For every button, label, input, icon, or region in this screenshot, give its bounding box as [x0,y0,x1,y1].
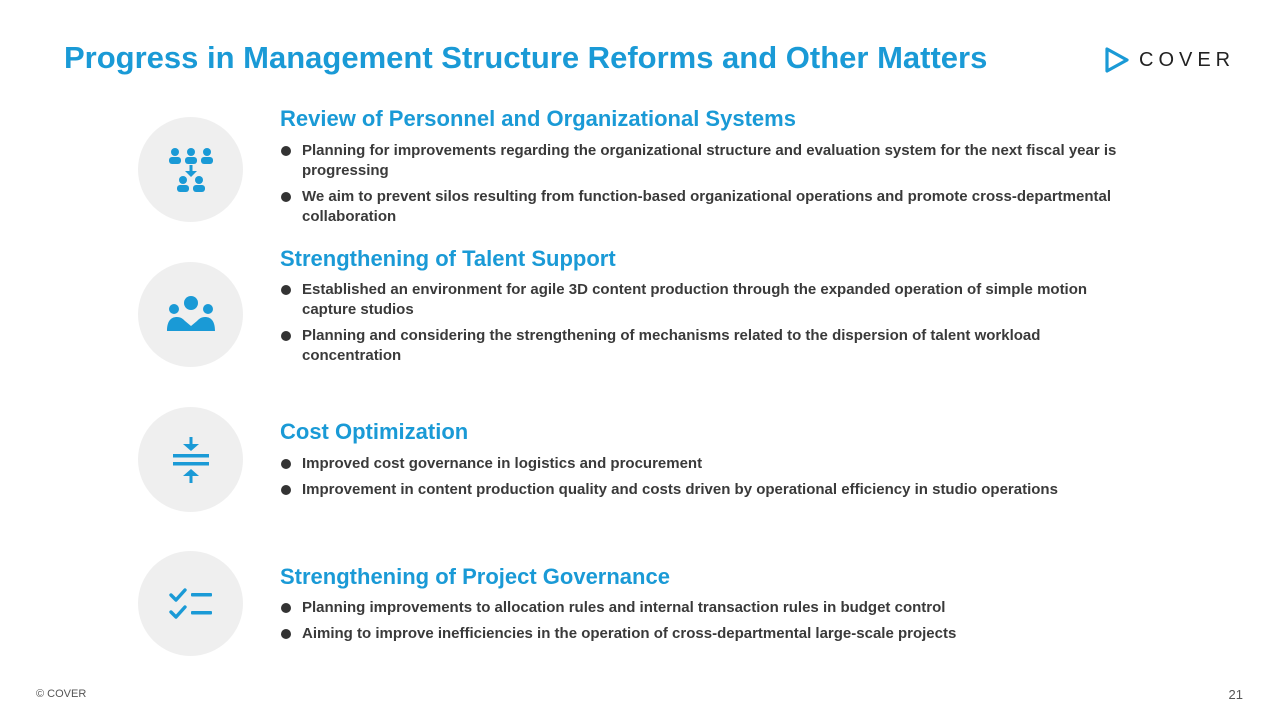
bullet-dot [281,629,291,639]
list-item: Planning for improvements regarding the organizational structure and evaluation system for the next fiscal year is progressing [280,141,1140,181]
list-item: Improvement in content production quality and costs driven by operational efficiency in studio operations [280,480,1140,500]
bullet-list [280,141,1140,233]
compress-icon [171,437,211,483]
list-item: Planning and considering the strengthening of mechanisms related to the dispersion of talent workload concentration [280,326,1140,366]
play-triangle-icon [1103,46,1131,74]
icon-circle [138,262,243,367]
cover-logo [1103,46,1235,74]
bullet-dot [281,146,291,156]
bullet-dot [281,485,291,495]
page-number: 21 [1228,687,1243,702]
section-heading: Review of Personnel and Organizational Systems [280,106,796,131]
icon-circle [138,407,243,512]
bullet-list [280,598,1140,650]
list-item: We aim to prevent silos resulting from function-based organizational operations and promote cross-departmental collaboration [280,187,1140,227]
section-heading: Strengthening of Talent Support [280,246,616,271]
bullet-dot [281,192,291,202]
list-item: Improved cost governance in logistics and procurement [280,454,1140,474]
page-title: Progress in Management Structure Reforms and Other Matters [64,40,988,75]
section-heading: Cost Optimization [280,419,469,444]
bullet-dot [281,603,291,613]
section-heading: Strengthening of Project Governance [280,564,670,589]
bullet-list [280,280,1140,372]
bullet-dot [281,285,291,295]
icon-circle [138,117,243,222]
logo-text: COVER [1139,48,1236,71]
organization-people-icon [165,144,217,196]
bullet-list [280,454,1140,506]
list-item: Established an environment for agile 3D content production through the expanded operation of simple motion capture studios [280,280,1140,320]
talent-support-icon [165,295,217,335]
checklist-icon [168,587,214,621]
bullet-dot [281,331,291,341]
list-item: Aiming to improve inefficiencies in the operation of cross-departmental large-scale projects [280,624,1140,644]
footer-copyright: © COVER [36,688,87,700]
bullet-dot [281,459,291,469]
list-item: Planning improvements to allocation rules and internal transaction rules in budget control [280,598,1140,618]
icon-circle [138,551,243,656]
